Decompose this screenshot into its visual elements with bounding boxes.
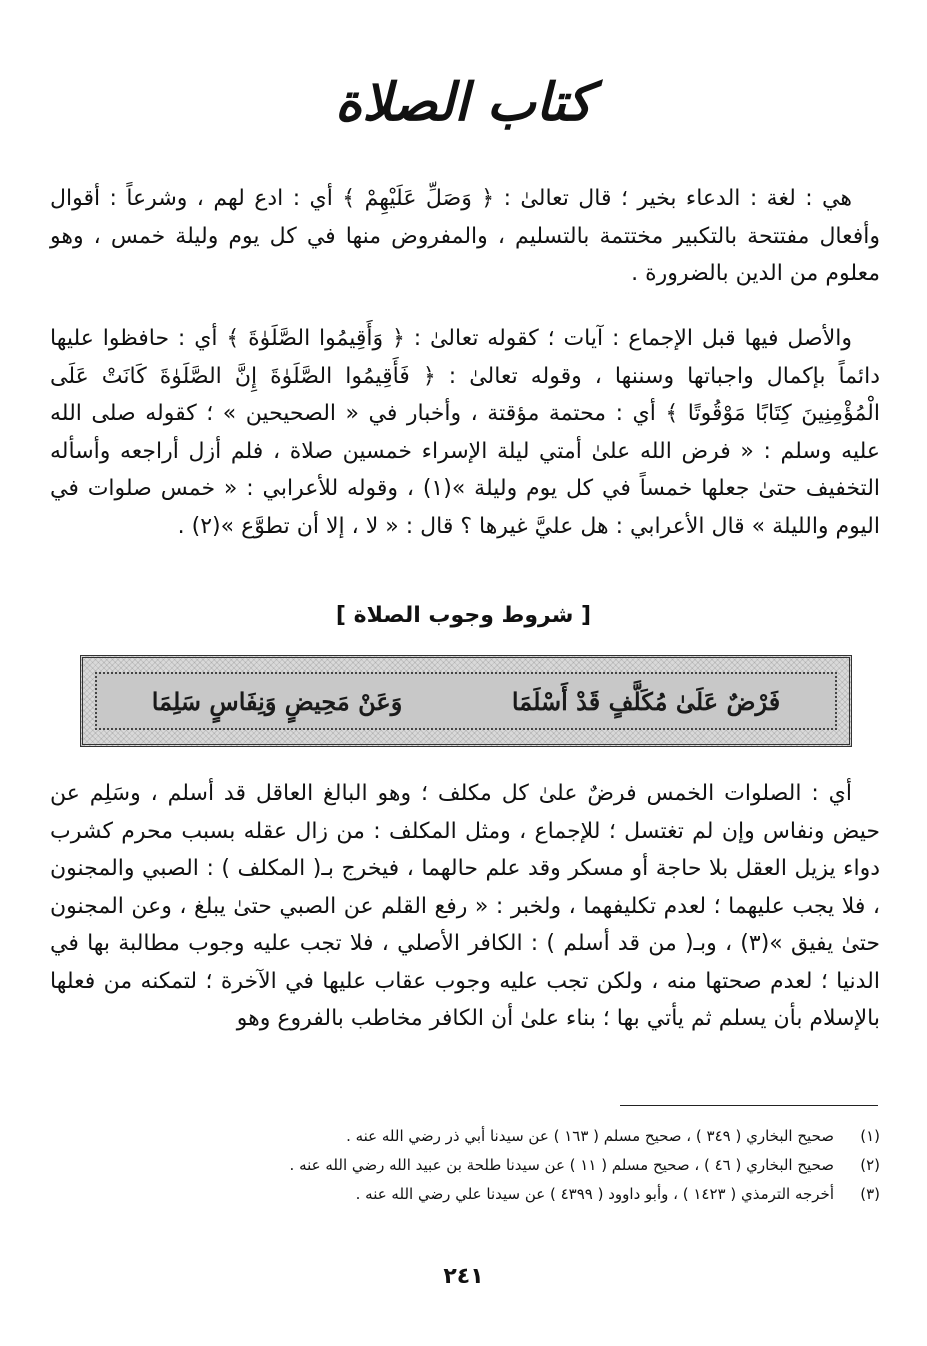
footnote-text: أخرجه الترمذي ( ١٤٢٣ ) ، وأبو داوود ( ٤٣٩٩ ) عن سيدنا علي رضي الله عنه . — [355, 1185, 834, 1203]
footnote-item — [50, 1180, 880, 1209]
paragraph-commentary: أي : الصلوات الخمس فرضٌ علىٰ كل مكلف ؛ وهو البالغ العاقل قد أسلم ، وسَلِم عن حيض ونفاس وإن لم تغتسل ؛ للإجماع ، ومثل المكلف : من زال عقله بسبب محرم كشرب دواء يزيل العقل بلا حاجة أو مسكر وقد علم حالهما ، فيخرج بـ( المكلف ) : الصبي والمجنون ، فلا يجب عليهما ؛ لعدم تكليفهما ، ولخبر : « رفع القلم عن الصبي حتىٰ يبلغ ، وعن المجنون حتىٰ يفيق »(٣) ، وبـ( من قد أسلم ) : الكافر الأصلي ، فلا تجب عليه وجوب مطالبة بها في الدنيا ؛ لعدم صحتها منه ، ولكن تجب عليه وجوب عقاب عليها في الآخرة ؛ لتمكنه من فعلها بالإسلام بأن يسلم ثم يأتي بها ؛ بناء علىٰ أن الكافر مخاطب بالفروع وهو — [50, 781, 881, 1031]
section-heading: [ شروط وجوب الصلاة ] — [335, 603, 592, 628]
footnote-number: (١) — [860, 1127, 880, 1145]
footnote-number: (٣) — [860, 1185, 880, 1203]
paragraph-definition: هي : لغة : الدعاء بخير ؛ قال تعالىٰ : ﴿ وَصَلِّ عَلَيْهِمْ ﴾ أي : ادع لهم ، وشرعاً : أقوال وأفعال مفتتحة بالتكبير مختتمة بالتسليم ، والمفروض منها في كل يوم وليلة خمس ، وهو معلوم من الدين بالضرورة . — [50, 186, 880, 286]
poem-verse — [95, 672, 837, 730]
footnote-item — [50, 1151, 880, 1180]
footnote-number: (٢) — [860, 1156, 880, 1174]
poem-hemistich-second: وَعَنْ مَحِيضٍ وَنِفَاسٍ سَلِمَا — [151, 686, 403, 716]
poem-verse-frame — [80, 655, 852, 747]
footnote-text: صحيح البخاري ( ٤٦ ) ، صحيح مسلم ( ١١ ) عن سيدنا طلحة بن عبيد الله رضي الله عنه . — [289, 1156, 834, 1174]
poem-hemistich-first: فَرْضٌ عَلَىٰ مُكَلَّفٍ قَدْ أَسْلَمَا — [511, 686, 781, 716]
footnote-item — [50, 1122, 880, 1151]
footnotes — [50, 1122, 880, 1209]
footnote-divider — [620, 1105, 878, 1106]
footnote-text: صحيح البخاري ( ٣٤٩ ) ، صحيح مسلم ( ١٦٣ ) عن سيدنا أبي ذر رضي الله عنه . — [346, 1127, 834, 1145]
chapter-title: كتاب الصلاة — [334, 72, 592, 133]
page-number: ٢٤١ — [443, 1264, 484, 1289]
paragraph-evidence: والأصل فيها قبل الإجماع : آيات ؛ كقوله تعالىٰ : ﴿ وَأَقِيمُوا الصَّلَوٰةَ ﴾ أي : حافظوا عليها دائماً بإكمال واجباتها وسننها ، وقوله تعالىٰ : ﴿ فَأَقِيمُوا الصَّلَوٰةَ إِنَّ الصَّلَوٰةَ كَانَتْ عَلَى الْمُؤْمِنِينَ كِتَابًا مَوْقُوتًا ﴾ أي : محتمة مؤقتة ، وأخبار في « الصحيحين » ؛ كقوله صلى الله عليه وسلم : « فرض الله علىٰ أمتي ليلة الإسراء خمسين صلاة ، فلم أزل أراجعه وأسأله التخفيف حتىٰ جعلها خمساً في كل يوم وليلة »(١) ، وقوله للأعرابي : « خمس صلوات في اليوم والليلة » قال الأعرابي : هل عليَّ غيرها ؟ قال : « لا ، إلا أن تطوَّع »(٢) . — [50, 326, 881, 539]
